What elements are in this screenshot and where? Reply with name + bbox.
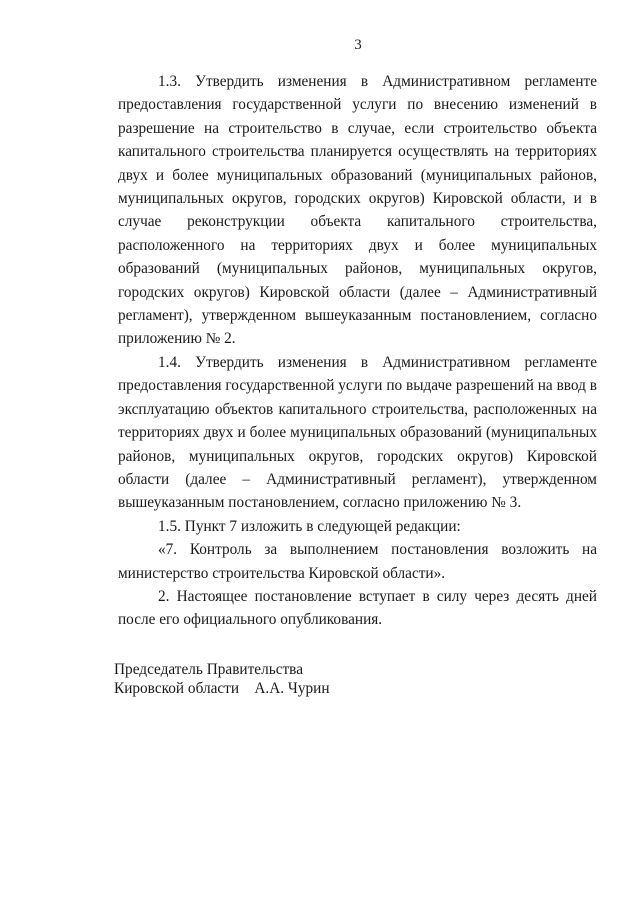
paragraph-2: 2. Настоящее постановление вступает в силу через десять дней после его официального опубликования. xyxy=(118,587,597,629)
document-body xyxy=(118,70,597,632)
signatory-title: Председатель Правительства xyxy=(114,661,303,678)
paragraph-1-3: 1.3. Утвердить изменения в Административном регламенте предоставления государственной услуги по внесению изменений в разрешение на строительство в случае, если строительство объекта капитального строительства планируется осуществлять на территориях двух и более муниципальных образований (муниципальных районов, муниципальных округов, городских округов) Кировской области, и в случае реконструкции объекта капитального строительства, расположенного на территориях двух и более муниципальных образований (муниципальных районов, муниципальных округов, городских округов) Кировской области (далее – Административный регламент), утвержденном вышеуказанным постановлением, согласно приложению № 2. xyxy=(118,73,597,348)
page-number: 3 xyxy=(354,37,362,53)
paragraph-1-5: 1.5. Пункт 7 изложить в следующей редакции: xyxy=(158,517,461,535)
paragraph-1-4: 1.4. Утвердить изменения в Административном регламенте предоставления государственной услуги по выдаче разрешений на ввод в эксплуатацию объектов капитального строительства, расположенных на территориях двух и более муниципальных образований (муниципальных районов, муниципальных округов, городских округов) Кировской области (далее – Административный регламент), утвержденном вышеуказанным постановлением, согласно приложению № 3. xyxy=(118,353,597,512)
signatory-name: Кировской области А.А. Чурин xyxy=(114,680,330,697)
paragraph-item-7: «7. Контроль за выполнением постановления возложить на министерство строительства Кировской области». xyxy=(118,541,597,582)
signature-block xyxy=(114,660,434,698)
